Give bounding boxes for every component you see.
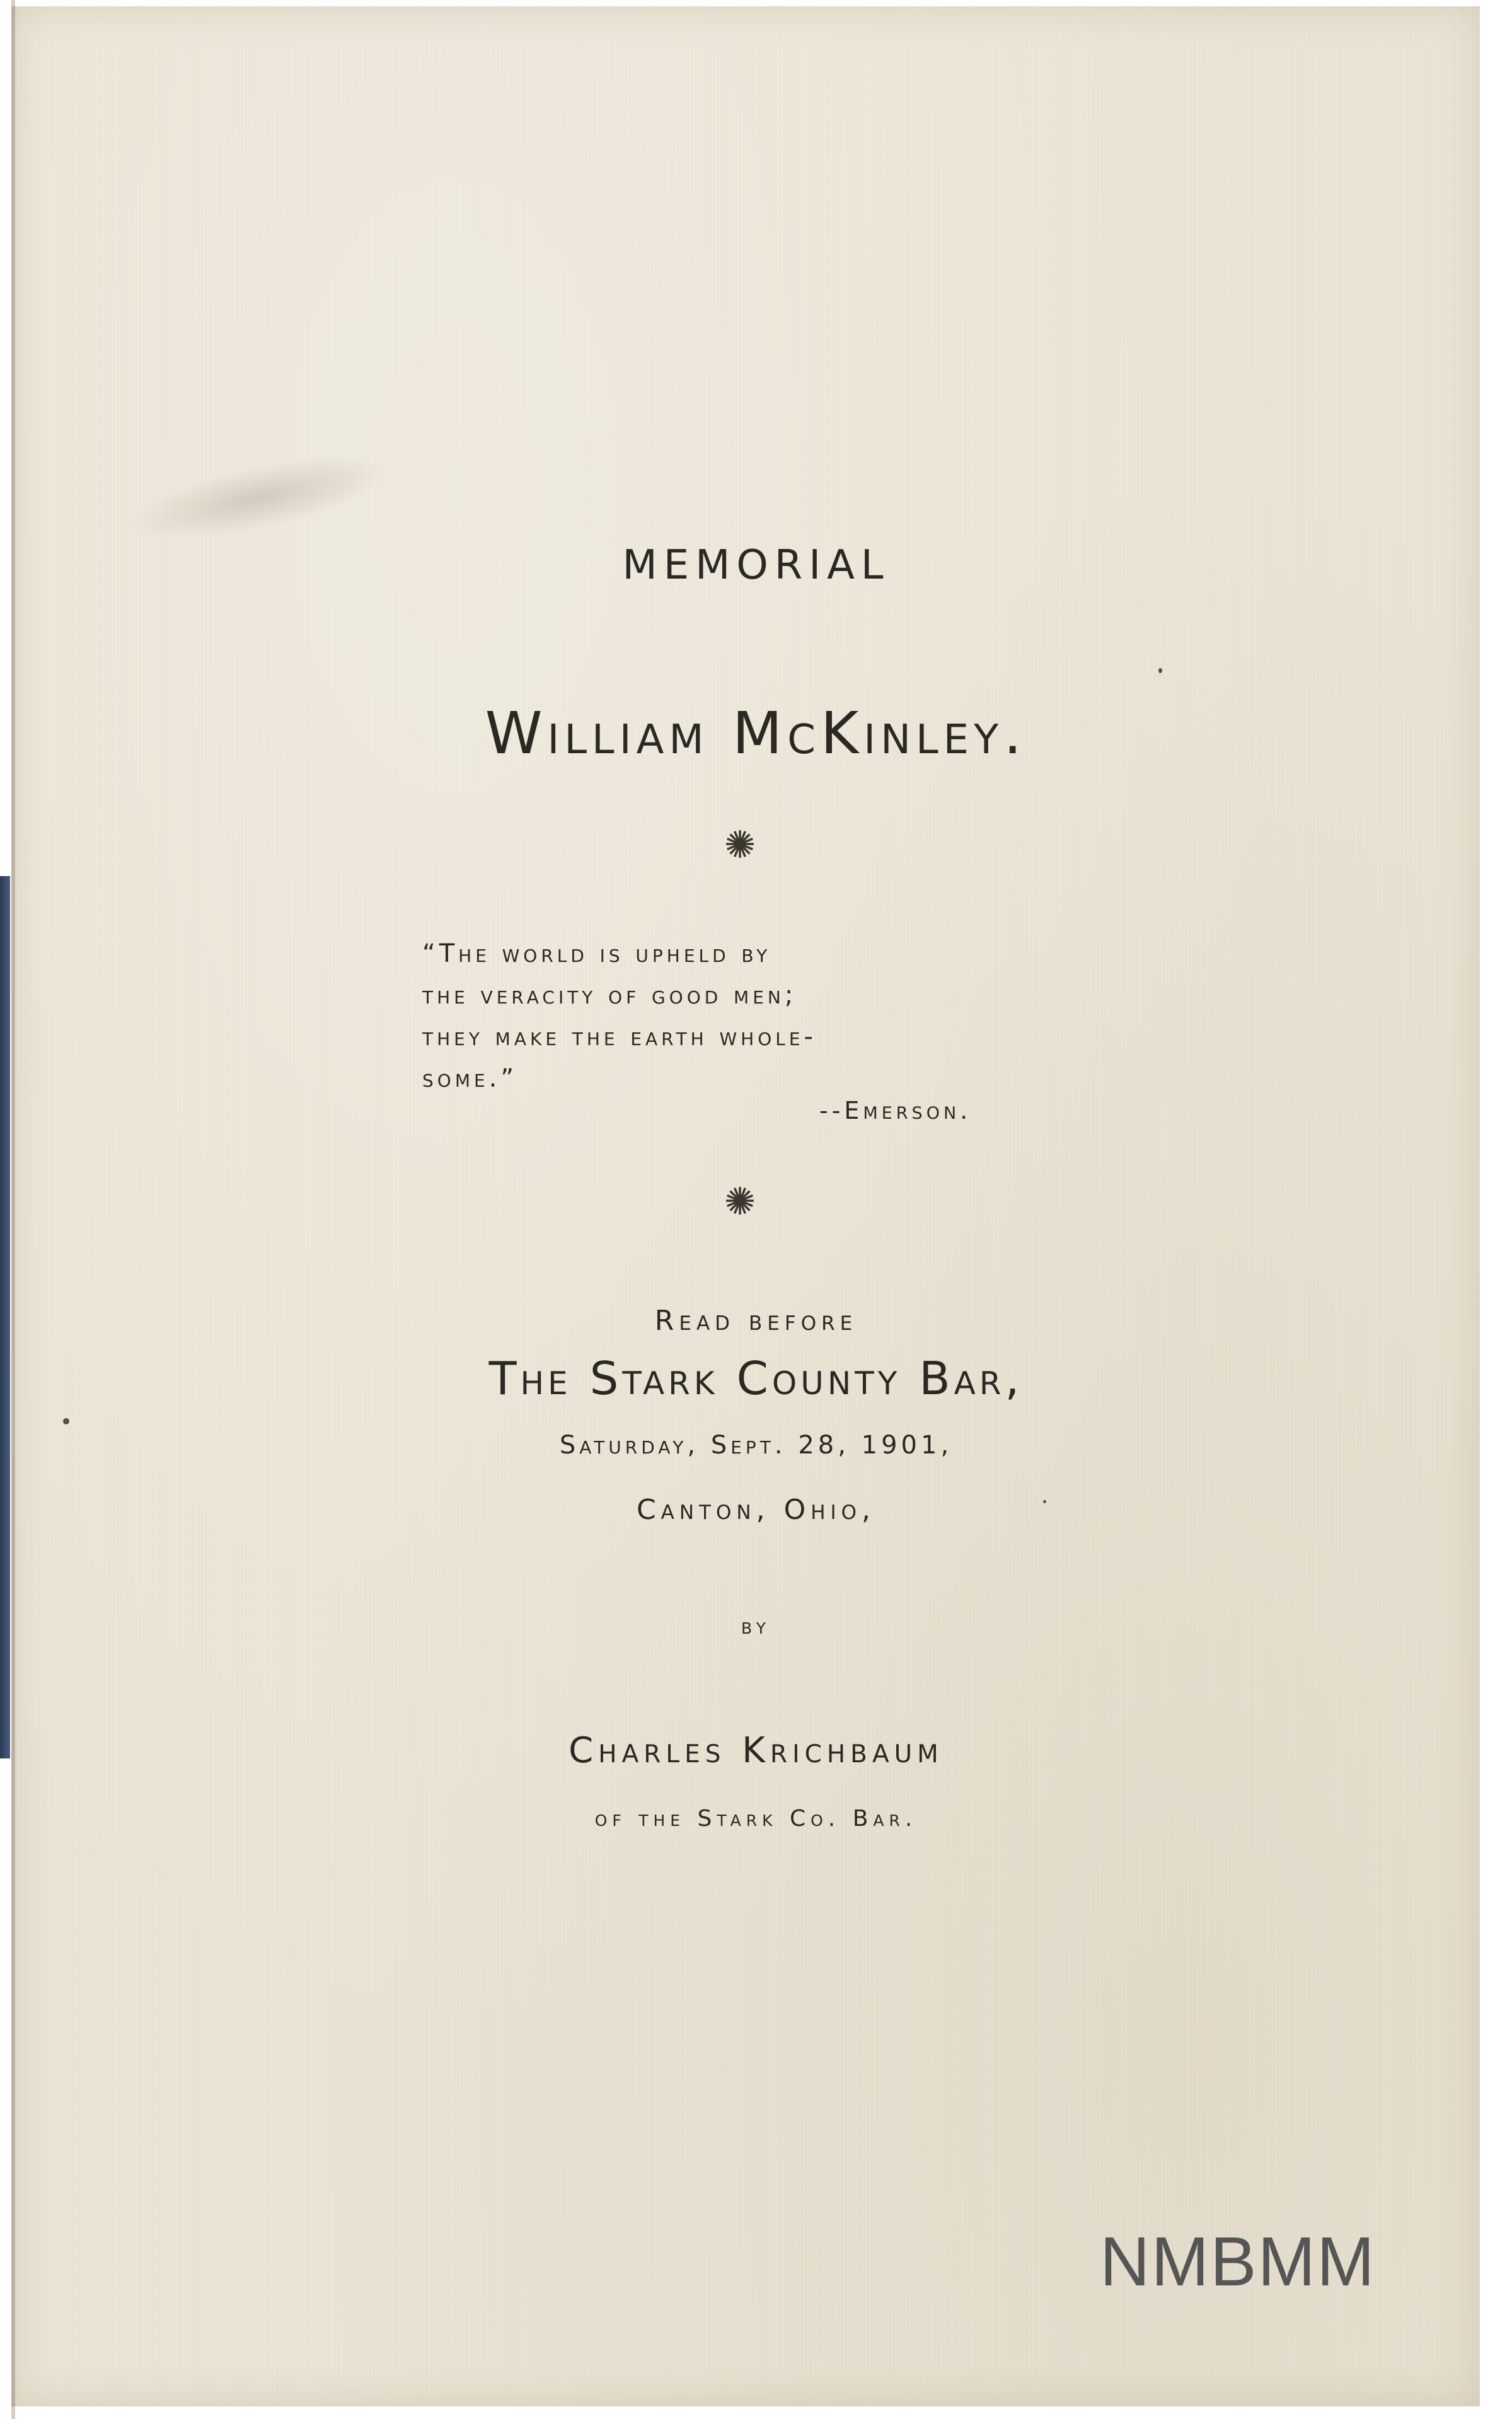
memorial-heading: MEMORIAL — [622, 542, 890, 589]
sunburst-ornament-icon: ✺ — [724, 823, 756, 867]
quote-attribution: --Emerson. — [819, 1097, 972, 1124]
quote-line: “The world is upheld by — [422, 939, 771, 968]
by-label: by — [741, 1614, 771, 1639]
event-date: Saturday, Sept. 28, 1901, — [559, 1431, 953, 1460]
organization-name: The Stark County Bar, — [488, 1352, 1024, 1405]
watermark-label: NMBMM — [1100, 2223, 1376, 2301]
sunburst-ornament-icon: ✺ — [724, 1180, 756, 1224]
epigraph-quote — [422, 933, 1059, 1099]
quote-line: some.” — [422, 1064, 518, 1093]
author-name: Charles Krichbaum — [568, 1730, 944, 1771]
quote-line: the veracity of good men; — [422, 981, 797, 1010]
quote-line: they make the earth whole- — [422, 1022, 817, 1051]
event-place: Canton, Ohio, — [636, 1494, 876, 1526]
subject-name: William McKinley. — [485, 700, 1027, 767]
read-before-label: Read before — [654, 1305, 858, 1337]
author-affiliation: of the Stark Co. Bar. — [594, 1806, 918, 1832]
